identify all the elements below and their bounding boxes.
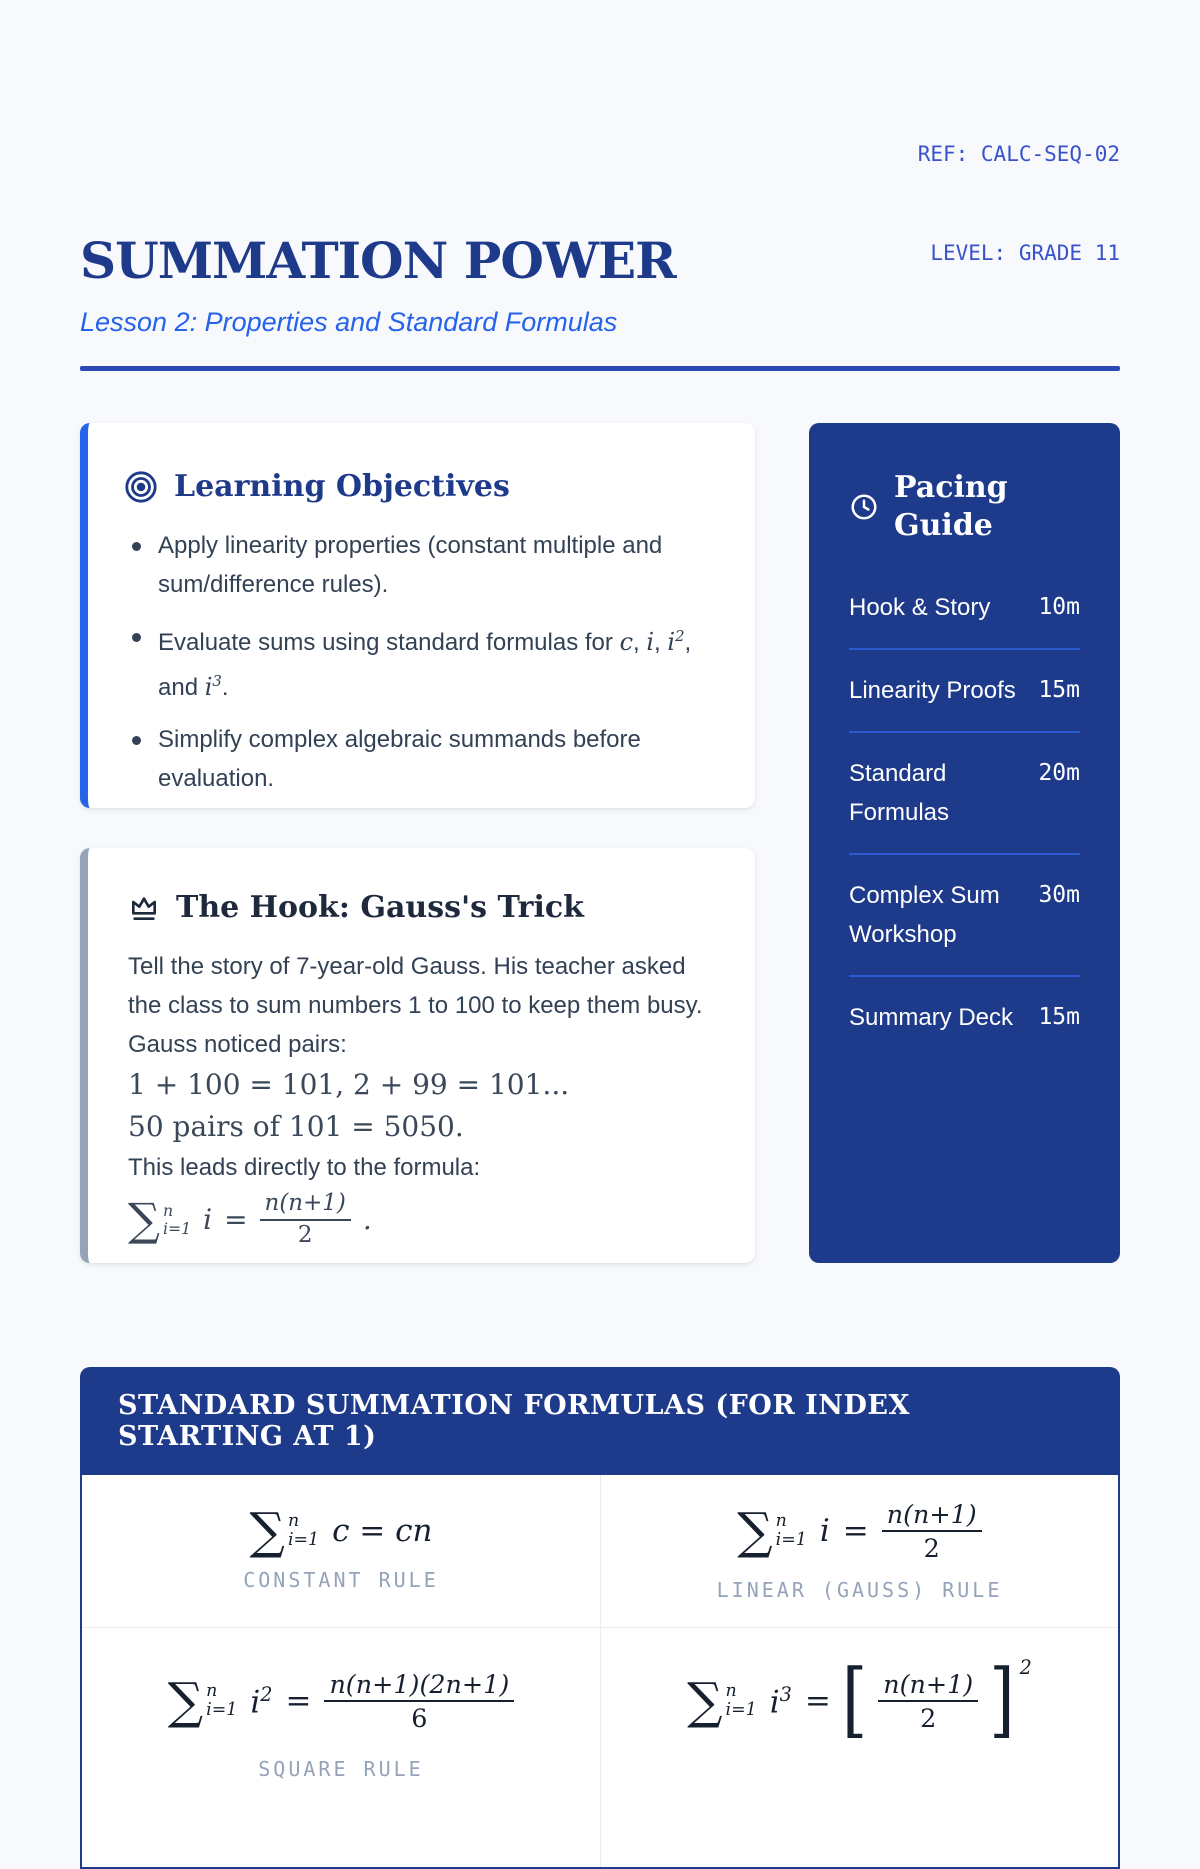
formula-label: SQUARE RULE: [258, 1756, 424, 1781]
objectives-list: [124, 526, 715, 798]
summation-symbol: ∑ n i=1: [167, 1672, 238, 1731]
lesson-sheet: [80, 0, 1120, 1869]
pacing-time: 15m: [1038, 677, 1080, 703]
header-divider: [80, 366, 1120, 371]
main-section: [80, 423, 1120, 1263]
learning-objectives-card: [80, 423, 755, 808]
constant-rule-formula: ∑ n i=1 c = cn: [249, 1501, 433, 1560]
right-bracket: ]: [989, 1653, 1015, 1748]
formula-cell-cube: [600, 1627, 1118, 1867]
fraction: $\frac{n(n+1)}{2}$: [260, 1191, 351, 1248]
outer-exponent: 2: [1019, 1656, 1032, 1679]
formula-label: CONSTANT RULE: [243, 1568, 439, 1593]
formulas-grid: [80, 1475, 1120, 1869]
pacing-item: Hook & Story 10m: [849, 567, 1080, 650]
target-icon: [124, 470, 158, 504]
pacing-item: Summary Deck 15m: [849, 977, 1080, 1058]
pacing-time: 30m: [1038, 882, 1080, 908]
fraction: $\frac{n(n+1)}{2}$: [878, 1670, 978, 1733]
objective-item: Evaluate sums using standard formulas for c, i, $i^2$, and $i^3$.: [124, 617, 715, 707]
fraction: $\frac{n(n+1)}{2}$: [882, 1500, 982, 1563]
level-label: LEVEL: GRADE 11: [930, 241, 1120, 265]
pacing-time: 20m: [1038, 760, 1080, 786]
document-header: [80, 72, 1120, 338]
hook-title-row: [128, 890, 715, 925]
hook-card: [80, 848, 755, 1263]
objective-item: Simplify complex algebraic summands before evaluation.: [124, 720, 715, 798]
objectives-title-row: [124, 469, 715, 504]
square-rule-formula: ∑ n i=1 $i^2$ = $\frac{n(n+1)(2n+1)}{6}$: [168, 1670, 515, 1733]
header-left: [80, 230, 676, 339]
hook-paragraph: Tell the story of 7-year-old Gauss. His teacher asked the class to sum numbers 1 to 100 to keep them busy. Gauss noticed pairs:: [128, 953, 703, 1058]
summation-symbol: ∑ n i=1: [687, 1672, 757, 1731]
formula-label: LINEAR (GAUSS) RULE: [716, 1578, 1003, 1603]
clock-icon: [849, 492, 879, 522]
gauss-formula: ∑ n i=1 i = $\frac{n(n+1)}{2}$ .: [128, 1190, 372, 1248]
left-column: [80, 423, 755, 1263]
standard-formulas-table: [80, 1367, 1120, 1869]
pacing-item: Linearity Proofs 15m: [849, 650, 1080, 733]
pacing-time: 10m: [1038, 594, 1080, 620]
pacing-item: Standard Formulas 20m: [849, 733, 1080, 855]
hook-math-line-1: 1 + 100 = 101, 2 + 99 = 101...: [128, 1068, 570, 1101]
summation-symbol: ∑ n i=1: [737, 1501, 807, 1560]
crown-icon: [128, 892, 160, 924]
objective-item: Apply linearity properties (constant multiple and sum/difference rules).: [124, 526, 715, 604]
formula-cell-linear: [600, 1475, 1118, 1627]
hook-title: The Hook: Gauss's Trick: [176, 890, 584, 925]
cube-rule-formula: ∑ n i=1 $i^3$ = [ $\frac{n(n+1)}{2}$ ] 2: [687, 1653, 1032, 1748]
formulas-table-header: STANDARD SUMMATION FORMULAS (FOR INDEX STARTING AT 1): [80, 1367, 1120, 1475]
hook-lead: This leads directly to the formula:: [128, 1154, 481, 1181]
page-title: SUMMATION POWER: [80, 230, 676, 290]
pacing-guide-panel: [809, 423, 1120, 1263]
ref-code: REF: CALC-SEQ-02: [917, 142, 1120, 166]
formula-cell-constant: [82, 1475, 600, 1627]
fraction: $\frac{n(n+1)(2n+1)}{6}$: [324, 1670, 514, 1733]
page-subtitle: Lesson 2: Properties and Standard Formulas: [80, 307, 618, 337]
header-meta: [918, 72, 1120, 338]
pacing-item: Complex Sum Workshop 30m: [849, 855, 1080, 977]
summation-symbol: ∑ n i=1: [249, 1501, 320, 1560]
left-bracket: [: [841, 1653, 868, 1748]
summation-symbol: ∑ n i=1: [128, 1192, 192, 1246]
pacing-title: Pacing Guide: [894, 470, 1008, 543]
linear-rule-formula: ∑ n i=1 i = $\frac{n(n+1)}{2}$: [737, 1500, 981, 1563]
hook-math-line-2: 50 pairs of 101 = 5050.: [128, 1110, 464, 1143]
formula-cell-square: [82, 1627, 600, 1867]
pacing-time: 15m: [1038, 1004, 1080, 1030]
objectives-title: Learning Objectives: [174, 469, 510, 504]
pacing-title-row: [849, 469, 1080, 545]
